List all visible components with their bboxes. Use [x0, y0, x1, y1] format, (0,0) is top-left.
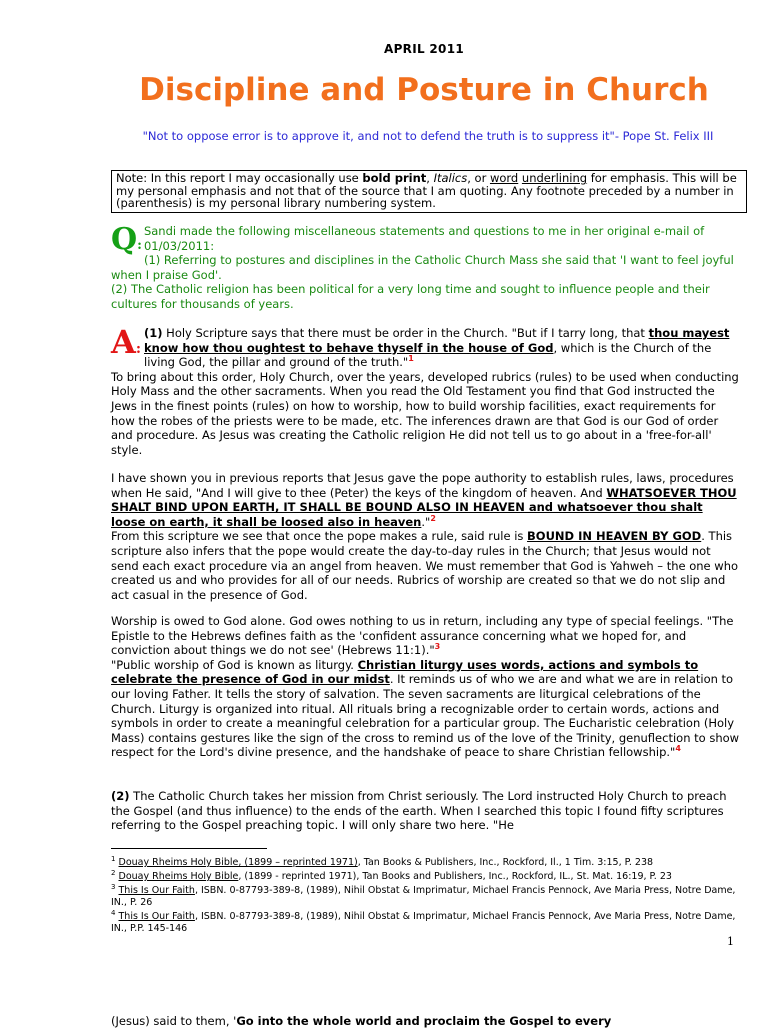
answer-text: The Catholic Church takes her mission from Christ seriously. The Lord instructed Holy Church to preach the Gospel (and thus influence) to the ends of the earth. When I searched this topic I found fifty scriptures referring to the Gospel preaching topic. I will only share two here. "He [111, 789, 727, 833]
answer-part-2 [111, 471, 741, 602]
footnote-number: 3 [111, 883, 116, 891]
answer-text: ." [421, 514, 431, 529]
note-underline-example: underlining [521, 171, 588, 185]
emphasized-scripture: WHATSOEVER THOU SHALT BIND UPON EARTH, IT SHALL BE BOUND ALSO IN HEAVEN and whatsoever thou shalt loose on earth, it shall be loosed also in heaven [111, 485, 737, 529]
footnote-source: Douay Rheims Holy Bible [118, 871, 239, 883]
answer-part-4 [111, 789, 741, 833]
answer-text: . This scripture also infers that the pope would create the day-to-day rules in the Church; that Jesus would not send each exact procedure via an angel from heaven. We must remember that God is Yahweh – the one who created us and who provides for all of our needs. Rubrics of worship are created so that we do not slip and act casual in the presence of God. [111, 529, 739, 602]
footnote-ref[interactable]: 1 [408, 354, 414, 364]
question-drop-letter [111, 222, 142, 261]
emphasized-text: BOUND IN HEAVEN BY GOD [527, 529, 702, 544]
page-number: 1 [727, 935, 734, 948]
answer-paragraph [111, 529, 741, 602]
note-separator: , or [467, 171, 490, 185]
question-letter: Q [111, 222, 138, 257]
answer-number: (2) [111, 789, 130, 803]
answer-text: , which is the Church of the living God, the pillar and ground of the truth." [144, 340, 712, 370]
note-italic-example: Italics [433, 171, 468, 185]
answer-paragraph [111, 658, 741, 760]
note-text: for emphasis. This will be my personal emphasis and not that of the source that I am quoting. Any footnote preceded by a number in (parenthesis) is my personal library numbering system. [116, 171, 737, 210]
footnote-ref[interactable]: 3 [434, 642, 441, 652]
footnote-4 [111, 907, 741, 936]
note-bold-example: bold print [362, 171, 427, 185]
answer-drop-letter [111, 323, 141, 364]
emphasized-scripture: thou mayest know how thou oughtest to behave thyself in the house of God [144, 326, 730, 355]
emphasis-note-box [111, 170, 747, 213]
page-title: Discipline and Posture in Church [139, 72, 709, 108]
question-section [111, 224, 741, 311]
answer-paragraph [111, 614, 741, 658]
footnote-details: , ISBN. 0-87793-389-8, (1989), Nihil Obstat & Imprimatur, Michael Francis Pennock, Ave Maria Press, Notre Dame, IN., P.P. 145-146 [111, 911, 736, 935]
question-colon: : [137, 238, 142, 253]
footnote-number: 4 [111, 909, 116, 917]
answer-colon: : [135, 341, 141, 357]
answer-text: From this scripture we see that once the pope makes a rule, said rule is [111, 529, 528, 544]
footnote-3 [111, 881, 741, 910]
footnote-details: , ISBN. 0-87793-389-8, (1989), Nihil Obstat & Imprimatur, Michael Francis Pennock, Ave Maria Press, Notre Dame, IN., P. 26 [111, 885, 736, 909]
note-underline-example: word [489, 171, 519, 185]
answer-text: . It reminds us of who we are and what we are in relation to our loving Father. It tells the story of salvation. The seven sacraments are liturgical celebrations of the Church. Liturgy is organized into ritual. All rituals bring a recognizable order to certain words, actions and symbols in order to create a meaningful celebration for a particular group. The Eucharistic celebration (Holy Mass) contains gestures like the sign of the cross to remind us of the love of the Trinity, genuflection to show respect for the Lord's divine presence, and the handshake of peace to share Christian fellowship." [111, 672, 740, 760]
answer-text: I have shown you in previous reports that Jesus gave the pope authority to establish rules, laws, procedures when He said, "And I will give to thee (Peter) the keys of the kingdom of heaven. And [111, 471, 734, 500]
footnote-number: 1 [111, 855, 116, 863]
footnote-details: , (1899 - reprinted 1971), Tan Books and Publishers, Inc., Rockford, IL., St. Mat. 16:19, P. 23 [238, 871, 672, 883]
report-date: APRIL 2011 [383, 42, 464, 56]
footnote-divider [111, 848, 267, 849]
answer-text: Worship is owed to God alone. God owes nothing to us in return, including any type of special feelings. "The Epistle to the Hebrews defines faith as the 'confident assurance concerning what we hoped for, and conviction about things we do not see' (Hebrews 11:1)." [111, 614, 734, 658]
footnote-details: , Tan Books & Publishers, Inc., Rockford, Il., 1 Tim. 3:15, P. 238 [357, 857, 654, 869]
answer-part-3 [111, 614, 741, 760]
answer-paragraph: To bring about this order, Holy Church, over the years, developed rubrics (rules) to be used when conducting Holy Mass and the other sacraments. When you read the Old Testament you find that God instructed the Jews in the finest points (rules) on how to worship, how to build worship facilities, exact requirements for how the robes of the priests were to be made, etc. The inferences drawn are that God is our God of order and procedure. As Jesus was creating the Catholic religion He did not tell us to go about in a 'free-for-all' style. [111, 369, 739, 457]
footnote-source: This Is Our Faith [118, 885, 195, 897]
question-item-2: (2) The Catholic religion has been political for a very long time and sought to influence people and their cultures for thousands of years. [111, 282, 710, 311]
footnote-ref[interactable]: 2 [430, 513, 436, 523]
note-text: Note: In this report I may occasionally use [116, 171, 363, 185]
answer-part-1 [111, 323, 741, 457]
answer-text: Holy Scripture says that there must be order in the Church. "But if I tarry long, that [162, 326, 649, 340]
continuation-emphasis: Go into the whole world and proclaim the Gospel to every [236, 1014, 612, 1028]
answer-number: (1) [144, 326, 163, 340]
answer-paragraph [111, 326, 741, 370]
footnote-ref[interactable]: 4 [675, 744, 681, 754]
next-page-continuation [111, 1014, 741, 1028]
footnote-source: Douay Rheims Holy Bible, (1899 – reprinted 1971) [118, 857, 358, 869]
answer-paragraph [111, 789, 741, 833]
continuation-text: (Jesus) said to them, ' [111, 1014, 237, 1028]
footnote-source: This Is Our Faith [118, 911, 195, 923]
footnote-number: 2 [111, 869, 116, 877]
answer-text: "Public worship of God is known as liturgy. [111, 657, 358, 672]
question-item-1: (1) Referring to postures and disciplines in the Catholic Church Mass she said that 'I want to feel joyful when I praise God'. [111, 253, 734, 282]
emphasized-text: Christian liturgy uses words, actions and symbols to celebrate the presence of God in our midst [111, 657, 699, 687]
question-intro: Sandi made the following miscellaneous statements and questions to me in her original e-mail of 01/03/2011: [143, 224, 705, 253]
note-separator: , [426, 171, 434, 185]
answer-paragraph [111, 471, 741, 529]
answer-letter: A [111, 323, 136, 361]
epigraph-quote: "Not to oppose error is to approve it, and not to defend the truth is to suppress it"- Pope St. Felix III [142, 129, 714, 143]
